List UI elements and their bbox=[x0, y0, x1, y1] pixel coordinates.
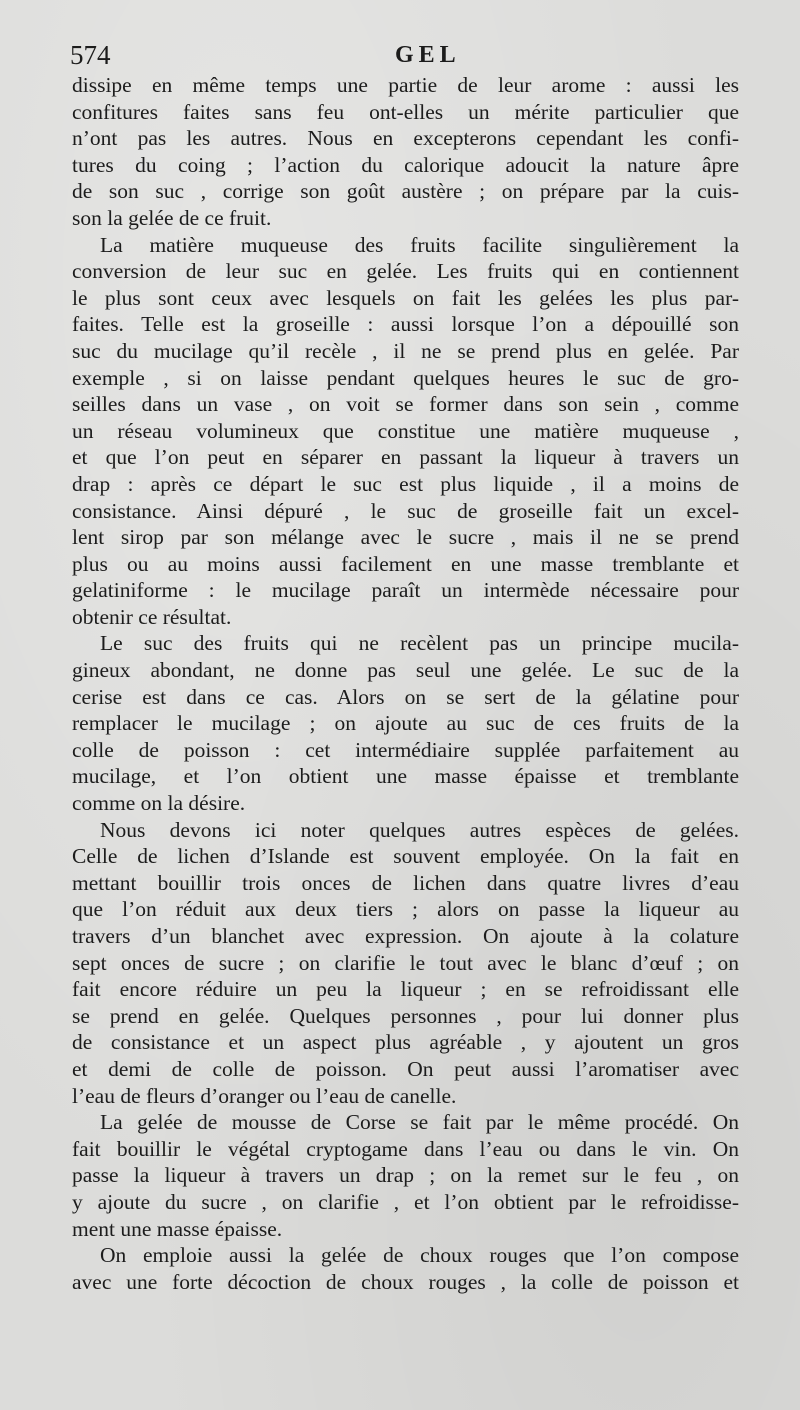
text-line: obtenir ce résultat. bbox=[72, 604, 232, 629]
text-line: et demi de colle de poisson. On peut aussi l’aromatiser avec bbox=[72, 1056, 739, 1081]
text-line: y ajoute du sucre , on clarifie , et l’on obtient par le refroidisse- bbox=[72, 1189, 739, 1214]
text-line: remplacer le mucilage ; on ajoute au suc de ces fruits de la bbox=[72, 711, 739, 736]
text-line: mettant bouillir trois onces de lichen dans quatre livres d’eau bbox=[72, 870, 739, 895]
text-line: suc du mucilage qu’il recèle , il ne se prend plus en gelée. Par bbox=[72, 338, 739, 363]
paragraph bbox=[72, 1109, 739, 1242]
text-line: lent sirop par son mélange avec le sucre , mais il ne se prend bbox=[72, 525, 739, 550]
text-line: fait encore réduire un peu la liqueur ; en se refroidissant elle bbox=[72, 977, 739, 1002]
page-number: 574 bbox=[70, 40, 111, 70]
text-line: Nous devons ici noter quelques autres espèces de gelées. bbox=[100, 817, 739, 842]
running-head: GEL bbox=[395, 42, 461, 68]
text-line: passe la liqueur à travers un drap ; on la remet sur le feu , on bbox=[72, 1163, 739, 1188]
text-line: Le suc des fruits qui ne recèlent pas un principe mucila- bbox=[100, 631, 739, 656]
text-line: faites. Telle est la groseille : aussi lorsque l’on a dépouillé son bbox=[72, 312, 739, 337]
text-line: l’eau de fleurs d’oranger ou l’eau de canelle. bbox=[72, 1083, 457, 1108]
paragraph bbox=[72, 630, 739, 816]
text-line: cerise est dans ce cas. Alors on se sert de la gélatine pour bbox=[72, 684, 739, 709]
text-line: tures du coing ; l’action du calorique adoucit la nature âpre bbox=[72, 152, 739, 177]
text-line: dissipe en même temps une partie de leur arome : aussi les bbox=[72, 73, 739, 97]
text-line: La matière muqueuse des fruits facilite singulièrement la bbox=[100, 232, 739, 257]
text-line: le plus sont ceux avec lesquels on fait les gelées les plus par- bbox=[72, 285, 739, 310]
text-line: colle de poisson : cet intermédiaire supplée parfaitement au bbox=[72, 737, 739, 762]
text-line: un réseau volumineux que constitue une matière muqueuse , bbox=[72, 418, 739, 443]
text-line: son la gelée de ce fruit. bbox=[72, 205, 272, 230]
text-line: conversion de leur suc en gelée. Les fruits qui en contiennent bbox=[72, 259, 739, 284]
text-line: La gelée de mousse de Corse se fait par le même procédé. On bbox=[100, 1110, 739, 1135]
text-line: mucilage, et l’on obtient une masse épaisse et tremblante bbox=[72, 764, 739, 789]
paragraph bbox=[72, 232, 739, 631]
page-header bbox=[70, 38, 740, 72]
text-line: de consistance et un aspect plus agréable , y ajoutent un gros bbox=[72, 1030, 739, 1055]
paragraph bbox=[72, 72, 739, 232]
text-line: confitures faites sans feu ont-elles un mérite particulier que bbox=[72, 99, 739, 124]
paragraph bbox=[72, 817, 739, 1110]
text-line: n’ont pas les autres. Nous en excepterons cependant les confi- bbox=[72, 126, 739, 151]
text-line: travers d’un blanchet avec expression. On ajoute à la colature bbox=[72, 924, 739, 948]
text-line: drap : après ce départ le suc est plus liquide , il a moins de bbox=[72, 471, 739, 496]
text-line: se prend en gelée. Quelques personnes , pour lui donner plus bbox=[72, 1003, 739, 1028]
text-line: gelatiniforme : le mucilage paraît un intermède nécessaire pour bbox=[72, 578, 739, 603]
text-line: exemple , si on laisse pendant quelques heures le suc de gro- bbox=[72, 365, 739, 390]
text-line: consistance. Ainsi dépuré , le suc de groseille fait un excel- bbox=[72, 498, 739, 523]
text-line: comme on la désire. bbox=[72, 791, 246, 816]
text-line: gineux abondant, ne donne pas seul une gelée. Le suc de la bbox=[72, 658, 739, 683]
text-line: de son suc , corrige son goût austère ; on prépare par la cuis- bbox=[72, 179, 739, 204]
text-line: et que l’on peut en séparer en passant la liqueur à travers un bbox=[72, 445, 739, 470]
text-line: On emploie aussi la gelée de choux rouges que l’on compose bbox=[100, 1243, 739, 1268]
body-text bbox=[72, 72, 739, 1295]
text-line: seilles dans un vase , on voit se former dans son sein , comme bbox=[72, 392, 739, 417]
paragraph bbox=[72, 1242, 739, 1295]
text-line: sept onces de sucre ; on clarifie le tout avec le blanc d’œuf ; on bbox=[72, 950, 739, 975]
text-line: plus ou au moins aussi facilement en une masse tremblante et bbox=[72, 551, 739, 576]
text-line: avec une forte décoction de choux rouges , la colle de poisson et bbox=[72, 1269, 739, 1294]
text-line: que l’on réduit aux deux tiers ; alors on passe la liqueur au bbox=[72, 897, 739, 922]
text-line: Celle de lichen d’Islande est souvent employée. On la fait en bbox=[72, 844, 739, 869]
text-line: fait bouillir le végétal cryptogame dans l’eau ou dans le vin. On bbox=[72, 1136, 739, 1161]
text-line: ment une masse épaisse. bbox=[72, 1216, 283, 1241]
